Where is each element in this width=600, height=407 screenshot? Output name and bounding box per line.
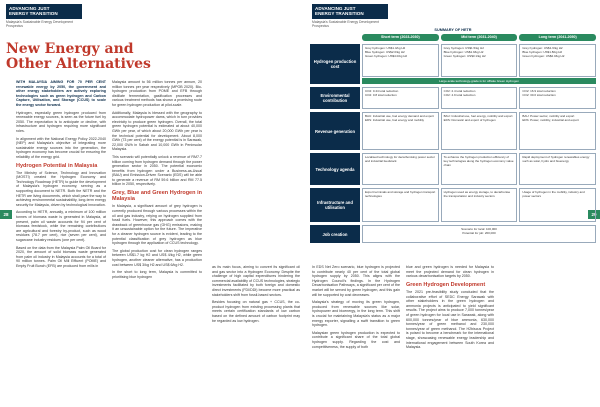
table-cell: CO2: 16.9 total reduction CO2: 30.0 total reduction (519, 87, 596, 109)
row-label: Infrastructure and utilisation (310, 188, 360, 222)
header-badge (6, 4, 82, 19)
table-cell: Grey hydrogen: US$1.4/kg H2 Blue hydrogen: US$2.0/kg H2 Green hydrogen: US$4.0/kg H2 (362, 44, 439, 77)
phase-short-term: Short term (2023-2030) (362, 34, 439, 41)
table-cell: CO2: 2.4 total reduction CO2: 4.9 total reduction (441, 87, 518, 109)
paragraph: In EDS Net Zero scenario, blue hydrogen is projected to contribute nearly 40 per cent of the total global hydrogen supply by 2050. This aligns with the Hydrogen Council's findings. In the Hydrogen Decarbonisation Pathways, a significant per cent of the market will be served by green hydrogen, and this gain will be supported by cost decreases. (312, 265, 400, 297)
paragraph: In the short to long term, Malaysia is committed to prioritising blue hydrogen (112, 270, 202, 279)
header-subtitle: Malaysia's Sustainable Energy Development Prospectus (312, 20, 379, 28)
row-label: Job creation (310, 225, 360, 243)
paragraph: Based on the data from the Malaysia Palm Oil Board for 2020, the amount of solid biomass waste generated from palm oil industry in Malaysia accounts for a total of 90 million tonnes. Palm Oil Mill Effluent (POME) and Empty Fruit Bunch (EFB) are produced from mills in (16, 245, 106, 268)
header-badge: ADVANCING JUST ENERGY TRANSITION (312, 4, 388, 19)
paragraph: The Ministry of Science, Technology and Innovation (MOSTI) created the Hydrogen Economy and Technology Roadmap (HETR) to guide the development of Malaysia's hydrogen economy, serving as a supporting document to NETR. Both the NETR and the HETR are living documents, which shall pave the way to achieving environmental sustainability, long-term energy security for Malaysia, driven by technological innovation. (16, 170, 106, 207)
phase-long-term: Long term (2041-2050) (519, 34, 596, 41)
paragraph: This scenario will potentially unlock a revenue of RM7.7 billion coming from hydrogen demand through the power generation sector in 2050. The potential economic benefits from hydrogen under a Business-as-Usual (BAU) and Emission-Driven Scenario (EDS) will be able to generate a revenue of RM 59.6 billion and RM 77.5 billion in 2050, respectively. (112, 154, 202, 187)
page-number: 29 (588, 210, 600, 219)
table-cell: To enhance the hydrogen production efficiency of key technologies along the hydrogen economy value chain (441, 153, 518, 185)
header-subtitle: Malaysia's Sustainable Energy Development Prospectus (6, 20, 73, 28)
table-cell: Grey hydrogen: US$1.5/kg H2 Blue hydrogen: US$1.9/kg H2 Green hydrogen: US$3.1/kg H2 (441, 44, 518, 77)
row-label: Technology agenda (310, 153, 360, 185)
timeline-bar: Large-scale technology-grade is for offtake Green Hydrogen (362, 78, 596, 84)
paragraph: In Malaysia, a significant amount of grey hydrogen is currently produced through various processes within the oil and gas industry, relying on hydrogen supplied from fossil fuels. However, this approach comes with the drawback of greenhouse gas (GHG) emissions, making it an unsustainable option for the future. The imperative for a cleaner hydrogen source is evident, leading to the potential classification of grey hydrogen as blue hydrogen through the application of CCUS technology. (112, 204, 202, 246)
summary-row-environmental (310, 87, 596, 109)
table-cell: Export terminals and storage and hydrogen transport technologies (362, 188, 439, 222)
table-cell: CO2: 0.44 total reduction CO2: 0.8 total reduction (362, 87, 439, 109)
paragraph: as its main focus, aiming to convert its significant oil and gas sector into a Hydrogen Economy. Despite the challenge of high capital expenditures hindering the commercial availability of CCUS technologies, strategic investments facilitated by both foreign and domestic direct investments (FDI/DDI) become more practical as stakeholders shift from fossil-based sectors. (212, 265, 300, 297)
paragraph: Malaysia amount to 56 million tonnes per annum, 20 million tonnes per year respectively (MPOB 2020). Bio-hydrogen production from POME and EFB through distillate fermentation, gasification processes and various treatment methods has shown a promising route for green hydrogen production at pilot-scale. (112, 80, 202, 107)
summary-row-production-cost (310, 44, 596, 84)
table-cell: Rapid deployment of hydrogen renewables energy such as solar, hydro and bioenergy (519, 153, 596, 185)
paragraph: Besides focusing on natural gas + CCUS, the co-product hydrogen from existing processing plants that meets certain certification standards of low carbon based on the defined amount of carbon footprint may be regarded as low hydrogen. (212, 300, 300, 323)
right-column-2 (312, 265, 400, 352)
paragraph: Additionally, Malaysia is blessed with the geography to accommodate hydropower dams, which in turn provides electricity to produce green hydrogen. Overall, the total green hydrogen potential is estimated at about 40,000 GWh per year, of which about 20,000 GWh per year is the technical potential for development. About 8,000 GWh (73 per cent) of the energy potential is in Sarawak, 22,000 GWh in Sabah and 10,000 GWh in Peninsular Malaysia. (112, 110, 202, 152)
summary-row-revenue (310, 112, 596, 150)
paragraph: Malaysian green hydrogen production is expected to contribute a significant share of the total global hydrogen supply. Regarding the cost and competitiveness, the supply of both (312, 330, 400, 349)
summary-row-infrastructure (310, 188, 596, 222)
right-column-1 (212, 265, 300, 326)
summary-row-job-creation (310, 225, 596, 243)
lead-paragraph: WITH MALAYSIA AIMING FOR 70 PER CENT renewable energy by 2050, the government and other energy stakeholders are actively exploring technologies such as green hydrogen and Carbon Capture, Utilisation, and Storage (CCUS) to scale the energy sector forward. (16, 80, 106, 107)
badge-line-1: ADVANCING JUST (9, 6, 50, 11)
paragraph: According to HETR, annually, a minimum of 100 million tonnes of biomass waste is generated in Malaysia, at present, palm oil waste accounts for 94 per cent of biomass feedstock, while the remaining contributions are agricultural and forestry by-product, such as wood residues (78.7 per cent), rice (seven per cent), and sugarcane industry residues (one per cent). (16, 210, 106, 243)
row-label: Revenue generation (310, 112, 360, 150)
row-label: Environmental contribution (310, 87, 360, 109)
row-label: Hydrogen production cost (310, 44, 360, 84)
left-column-1 (16, 80, 106, 272)
right-column-3 (406, 265, 494, 353)
paragraph: blue and green hydrogen is needed for Malaysia to meet the projected demand for clean hydrogen in various decarbonisation targets by 2050. (406, 265, 494, 279)
section-heading: Hydrogen Potential in Malaysia (16, 162, 98, 169)
table-cell: BAU: Industrial use, fuel energy demand and export EDS: Industrial use, fuel energy and mobility (362, 112, 439, 150)
paragraph: The 2021 pre-feasibility study concluded that the collaborative effort of SEDC Energy Sarawak with other stakeholders in the green hydrogen and ammonia projects is anticipated to yield significant results. The project aims to produce 7,000 tonnes/year of green hydrogen for local use in Sarawak, along with 600,000 tonnes/year of blue ammonia, 630,000 tonnes/year of green methanol and 230,000 tonnes/year of green methanol. The H2biscus Project is poised to become a benchmark for the international stage, showcasing renewable energy leadership and international engagement between South Korea and Malaysia. (406, 289, 494, 350)
table-cell: Scenario for local: 100,000 Potential for job: 200,000 (362, 225, 596, 243)
phase-mid-term: Mid term (2031-2040) (441, 34, 518, 41)
section-heading: Green Hydrogen Development (406, 281, 486, 288)
hetr-summary-table (310, 28, 596, 243)
page-number: 28 (0, 210, 12, 219)
table-cell: Hydrogen used as energy storage, to decarbonise the transportation and industry sectors (441, 188, 518, 222)
page-title: New Energy and Other Alternatives (6, 41, 151, 72)
paragraph: The global production cost for clean hydrogen ranges between US$1.7 kg H2 and US$ 4/kg H2, while green hydrogen, another cleaner alternative, has a production cost between US$ 3/kg H2 and US$ 6/kg H2. (112, 248, 202, 267)
badge-line-2: ENERGY TRANSITION (9, 11, 58, 16)
section-heading: Grey, Blue and Green Hydrogen in Malaysia (112, 190, 202, 203)
summary-title: SUMMARY OF HETR (434, 28, 472, 32)
paragraph: In alignment with the National Energy Policy 2022-2040 (NEP) and Malaysia's objective of integrating more sustainable energy sources into the generation, the hydrogen economy has become crucial for ensuring the reliability of the energy grid. (16, 136, 106, 159)
paragraph: Malaysia's strategy of moving its green hydrogen, produced from renewable sources like solar, hydropower and bioenergy, in the long term. This shift is crucial for maintaining Malaysia's status as a major energy exporter, signalling a swift transition to green hydrogen. (312, 300, 400, 328)
table-cell: Localised technology for decarbonising power sector and industrial feedstock (362, 153, 439, 185)
table-cell: BAU: Industrial use, fuel energy, mobility and export EDS: Domestic and export of hydrogen (441, 112, 518, 150)
paragraph: Hydrogen, especially green hydrogen produced from renewable energy sources, is seen as the future fuel by 2050. The expectation is to anticipate or decline, with infrastructure and hydrogen requiring more significant roles. (16, 110, 106, 133)
summary-row-technology (310, 153, 596, 185)
left-column-2 (112, 80, 202, 282)
table-cell: Grey hydrogen: US$1.6/kg H2 Blue hydrogen: US$1.8/kg H2 Green hydrogen: US$2.0/kg H2 (519, 44, 596, 77)
phase-header-row (362, 34, 596, 41)
table-cell: BAU: Power sector, mobility and export EDS: Power, mobility, industrial and export (519, 112, 596, 150)
table-cell: Usage of hydrogen in the mobility, industry and power sectors (519, 188, 596, 222)
